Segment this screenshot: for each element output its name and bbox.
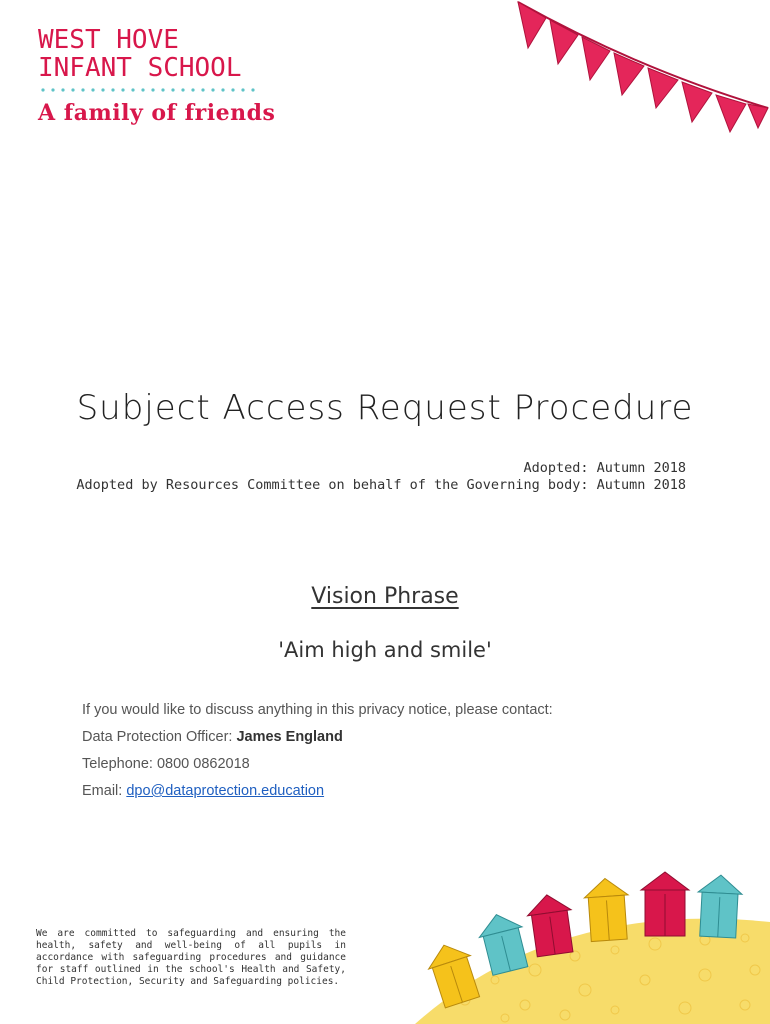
- vision-phrase: 'Aim high and smile': [278, 638, 492, 662]
- school-tagline: A family of friends: [38, 100, 276, 126]
- school-name-line2: INFANT SCHOOL: [38, 53, 242, 83]
- bunting-decoration: [510, 0, 770, 140]
- vision-heading: Vision Phrase: [311, 584, 459, 609]
- safeguarding-statement: We are committed to safeguarding and ensuring the health, safety and well-being of all pupils in accordance with safeguarding procedures and guidance for staff outlined in the school's Health and Safety, Child Protection, Security and Safeguarding policies.: [36, 928, 346, 987]
- contact-intro: If you would like to discuss anything in this privacy notice, please contact:: [82, 702, 553, 718]
- email-link[interactable]: dpo@dataprotection.education: [126, 783, 325, 799]
- school-logo: [38, 26, 278, 126]
- school-name-line1: WEST HOVE: [38, 25, 179, 55]
- contact-section: [82, 700, 553, 808]
- logo-dot-divider: [40, 87, 255, 93]
- dpo-name: James England: [236, 729, 343, 745]
- document-title: Subject Access Request Procedure: [76, 388, 694, 428]
- dpo-label: Data Protection Officer:: [82, 729, 237, 745]
- email-line: [82, 781, 553, 808]
- adoption-info: [76, 460, 686, 494]
- phone-label: Telephone:: [82, 756, 157, 772]
- phone-number: 0800 0862018: [156, 756, 250, 772]
- dpo-line: [82, 727, 553, 754]
- email-label: Email:: [82, 783, 127, 799]
- phone-line: [82, 754, 553, 781]
- adopted-date: Adopted: Autumn 2018: [523, 460, 686, 476]
- beach-huts-illustration: [405, 860, 770, 1024]
- adopted-by: Adopted by Resources Committee on behalf of the Governing body: Autumn 2018: [76, 477, 686, 493]
